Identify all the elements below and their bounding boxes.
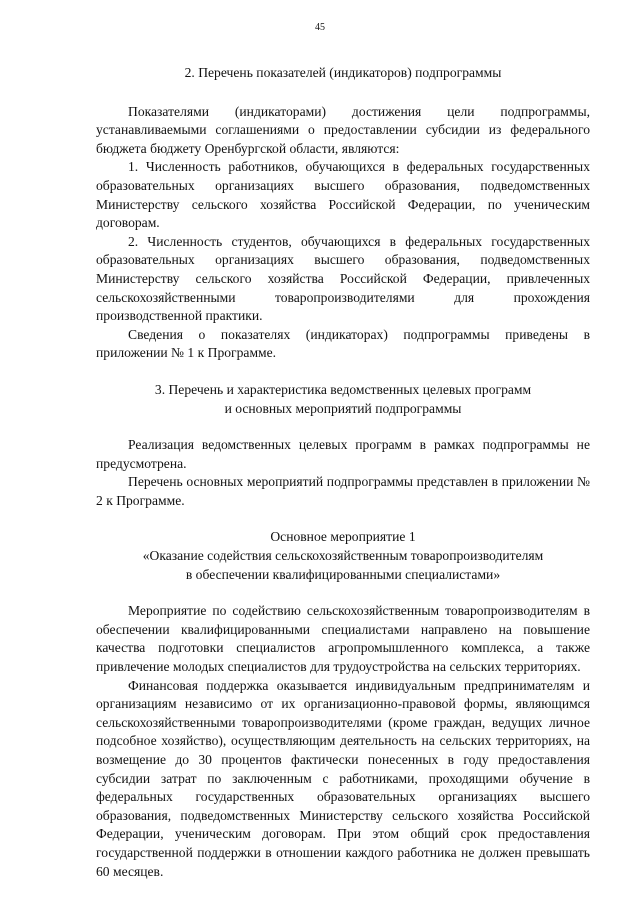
measure-1-paragraph-1: Мероприятие по содействию сельскохозяйственным товаропроизводителям в обеспечении квалифицированными специалистами направлено на повышение качества подготовки специалистов агропромышленного комплекса, а также привлечение молодых специалистов для трудоустройства на сельских территориях. (96, 603, 590, 675)
indicator-item-1: 1. Численность работников, обучающихся в федеральных государственных образовательных организациях высшего образования, подведомственных Министерству сельского хозяйства Российской Федерации, по ученическим договорам. (96, 159, 590, 231)
section-3-paragraph-1: Реализация ведомственных целевых программ в рамках подпрограммы не предусмотрена. (96, 437, 590, 471)
section-2-intro: Показателями (индикаторами) достижения цели подпрограммы, устанавливаемыми соглашениями о предоставлении субсидии из федерального бюджета бюджету Оренбургской области, являются: (96, 103, 590, 156)
indicator-item-2: 2. Численность студентов, обучающихся в федеральных государственных образовательных организациях высшего образования, подведомственных Министерству сельского хозяйства Российской Федерации, привлеченных сельскохозяйственными товаропроизводителями для прохождения производственной практики. (96, 233, 590, 324)
measure-1-heading (96, 528, 590, 584)
section-2-heading: 2. Перечень показателей (индикаторов) подпрограммы (184, 65, 502, 80)
section-3-heading (96, 381, 590, 418)
spacer (96, 83, 590, 103)
document-body (96, 64, 590, 881)
indicators-info: Сведения о показателях (индикаторах) подпрограммы приведены в приложении № 1 к Программе. (96, 326, 590, 361)
measure-1-heading-line-2: «Оказание содействия сельскохозяйственным товаропроизводителям (142, 548, 544, 564)
section-3-heading-line-2: и основных мероприятий подпрограммы (224, 400, 462, 416)
spacer (96, 418, 590, 436)
section-3-paragraph-2: Перечень основных мероприятий подпрограммы представлен в приложении № 2 к Программе. (96, 474, 590, 508)
spacer (96, 584, 590, 602)
measure-1-heading-line-3: в обеспечении квалифицированными специалистами» (185, 566, 501, 582)
measure-1-heading-line-1: Основное мероприятие 1 (270, 529, 416, 545)
spacer (96, 363, 590, 381)
page-number: 45 (315, 22, 325, 33)
section-3-heading-line-1: 3. Перечень и характеристика ведомственных целевых программ (154, 381, 532, 397)
measure-1-paragraph-2: Финансовая поддержка оказывается индивидуальным предпринимателям и организациям независимо от их организационно-правовой формы, являющимся сельскохозяйственными товаропроизводителями (кроме граждан, ведущих личное подсобное хозяйство), осуществляющим деятельность на сельских территориях, на возмещение до 30 процентов фактически понесенных в году предоставления субсидии затрат по заключенным с работниками, проходящими обучение в федеральных государственных образовательных организациях высшего образования, подведомственных Министерству сельского хозяйства Российской Федерации, ученическим договорам. При этом общий срок предоставления государственной поддержки в отношении каждого работника не должен превышать 60 месяцев. (96, 677, 590, 879)
spacer (96, 510, 590, 528)
